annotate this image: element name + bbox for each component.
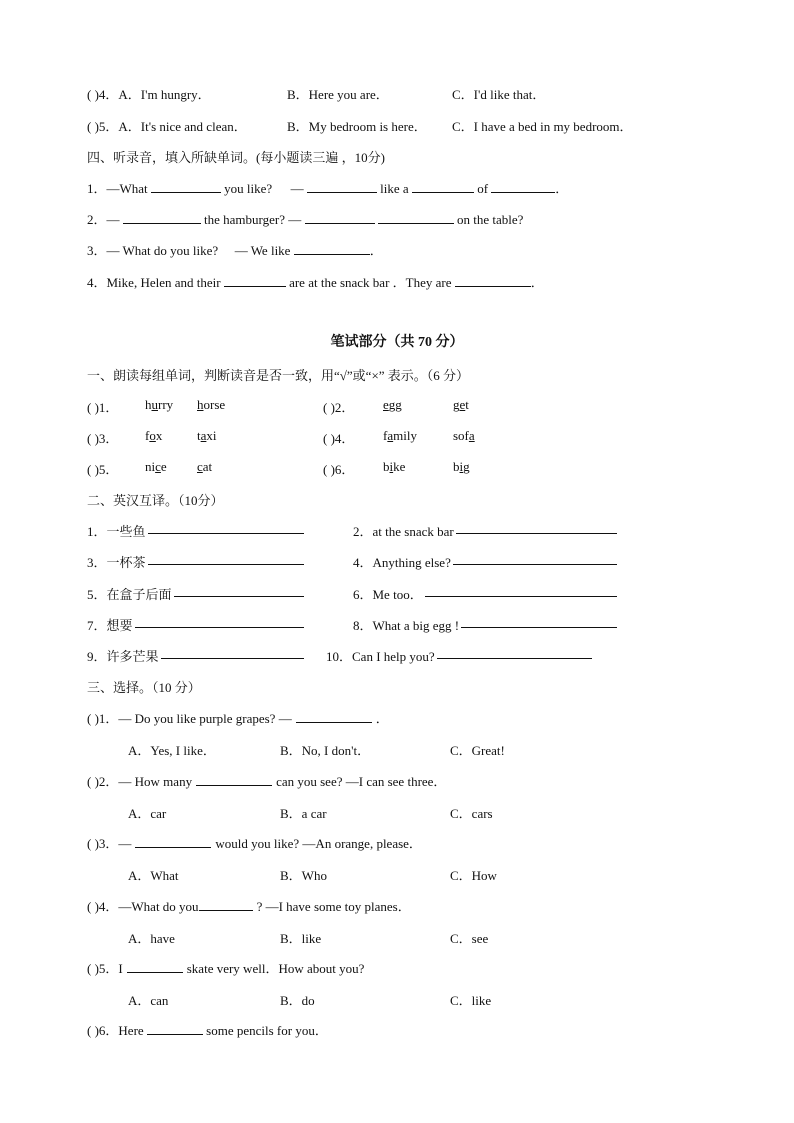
translation-prompt: 7．想要 [87,618,133,633]
translation-item [87,584,172,603]
option-a[interactable]: A．can [128,993,169,1008]
choice-question [87,833,422,852]
section1-title: 一、朗读每组单词，判断读音是否一致，用“√”或“×” 表示。（6 分） [87,368,470,383]
fill-q4: 4．Mike, Helen and their are at the snack bar ．They are ． [87,275,544,290]
pron-word: fox [145,428,163,443]
answer-blank[interactable] [151,180,221,193]
choice-q6: ( )6．Here some pencils for you． [87,1023,328,1038]
question-tail: skate very well．How about you? [186,961,365,976]
option-c[interactable]: C．see [450,931,489,946]
translation-item [326,646,435,665]
answer-blank[interactable] [199,898,253,911]
option-b[interactable]: B．No, I don't． [280,743,371,758]
question-text: ( )2．— How many [87,774,193,789]
option-c[interactable]: C．How [450,868,497,883]
fill-q2: 2．— the hamburger? — on the table? [87,212,524,227]
choice-question [87,708,389,727]
pron-item [87,428,217,447]
option-a[interactable]: A．Yes, I like． [128,743,216,758]
translation-prompt: 3．一杯茶 [87,555,146,570]
pron-number: ( )3． [87,431,119,446]
option-a[interactable]: A．have [128,931,175,946]
fill-q1: 1．—What you like? — like a of ． [87,181,569,196]
section4-title: 四、听录音，填入所缺单词。(每小题读三遍 ，10分) [87,150,385,165]
answer-blank[interactable] [196,773,272,786]
translation-prompt: 5．在盒子后面 [87,587,172,602]
answer-blank[interactable] [135,615,304,628]
question-tail: ． [375,711,389,726]
translation-prompt: 6．Me too． [353,587,423,602]
answer-blank[interactable] [455,274,531,287]
pron-number: ( )2． [323,400,355,415]
pron-number: ( )4． [323,431,355,446]
option-a[interactable]: A．What [128,868,179,883]
pron-item [323,428,475,447]
option-b[interactable]: B．do [280,993,315,1008]
answer-blank[interactable] [425,584,617,597]
answer-blank[interactable] [224,274,286,287]
pron-number: ( )5． [87,462,119,477]
answer-blank[interactable] [412,180,474,193]
pron-word: get [453,397,469,412]
answer-blank[interactable] [148,521,304,534]
pron-number: ( )1． [87,400,119,415]
answer-blank[interactable] [456,521,617,534]
choice-question [87,771,446,790]
answer-blank[interactable] [174,584,304,597]
pron-number: ( )6． [323,462,355,477]
pron-word: taxi [197,428,217,443]
pron-item [323,459,470,478]
answer-blank[interactable] [437,646,592,659]
answer-blank[interactable] [148,552,304,565]
translation-item [353,521,454,540]
translation-item [87,521,146,540]
listening-q4: ( )4．A．I'm hungry． B．Here you are． C．I'd like that． [87,87,546,102]
answer-blank[interactable] [294,242,370,255]
answer-blank[interactable] [123,211,201,224]
translation-item [353,615,459,634]
pron-word: nice [145,459,167,474]
pron-item [87,397,226,416]
translation-prompt: 2．at the snack bar [353,524,454,539]
translation-prompt: 8．What a big egg ! [353,618,460,633]
fill-q3: 3．— What do you like? — We like ． [87,243,383,258]
option-a[interactable]: A．car [128,806,167,821]
pron-word: hurry [145,397,174,412]
pron-item [87,459,213,478]
option-b[interactable]: B．Who [280,868,327,883]
question-text: ( )1．— Do you like purple grapes? — [87,711,292,726]
pron-item [323,397,469,416]
listening-q5: ( )5．A．It's nice and clean． B．My bedroom is here． C．I have a bed in my bedroom． [87,119,633,134]
option-b[interactable]: B．like [280,931,322,946]
option-c[interactable]: C．cars [450,806,493,821]
translation-item [87,615,133,634]
pron-word: sofa [453,428,475,443]
translation-item [353,552,451,571]
pron-word: horse [197,397,226,412]
answer-blank[interactable] [307,180,377,193]
answer-blank[interactable] [147,1022,203,1035]
translation-item [87,646,159,665]
translation-prompt: 1．一些鱼 [87,524,146,539]
translation-item [87,552,146,571]
option-c[interactable]: C．like [450,993,492,1008]
pron-word: cat [197,459,213,474]
answer-blank[interactable] [135,835,211,848]
translation-prompt: 9．许多芒果 [87,649,159,664]
pron-word: big [453,459,470,474]
translation-item [353,584,423,603]
pron-word: family [383,428,417,443]
question-tail: would you like? —An orange, please． [215,836,422,851]
choice-question [87,896,411,915]
answer-blank[interactable] [161,646,304,659]
answer-blank[interactable] [491,180,555,193]
answer-blank[interactable] [453,552,617,565]
question-text: ( )5．I [87,961,123,976]
option-c[interactable]: C．Great! [450,743,505,758]
question-text: ( )3．— [87,836,132,851]
answer-blank[interactable] [461,615,617,628]
question-tail: can you see? —I can see three． [276,774,447,789]
answer-blank[interactable] [305,211,375,224]
written-section-title: 笔试部分（共 70 分） [330,335,464,350]
section3-title: 三、选择。（10 分） [87,680,201,695]
choice-question [87,958,364,977]
pron-word: egg [383,397,402,412]
translation-prompt: 10．Can I help you? [326,649,435,664]
question-text: ( )4．—What do you [87,899,199,914]
answer-blank[interactable] [296,710,372,723]
answer-blank[interactable] [127,960,183,973]
question-tail: ? —I have some toy planes． [256,899,411,914]
pron-word: bike [383,459,406,474]
answer-blank[interactable] [378,211,454,224]
option-b[interactable]: B．a car [280,806,327,821]
translation-prompt: 4．Anything else? [353,555,451,570]
section2-title: 二、英汉互译。（10分） [87,493,224,508]
